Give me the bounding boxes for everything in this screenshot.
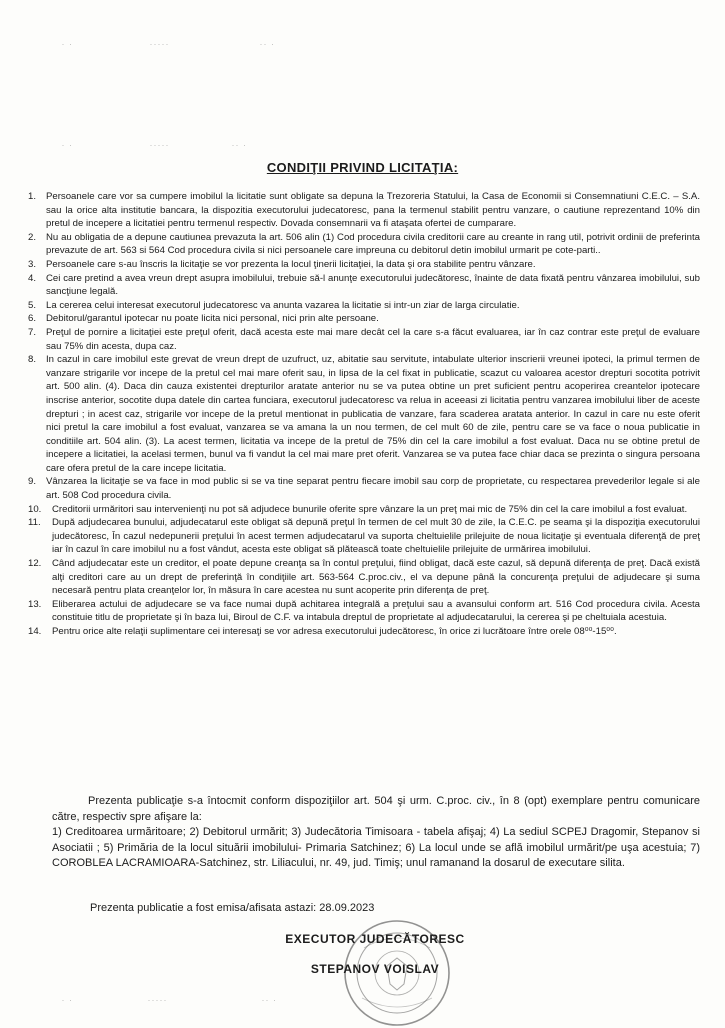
scan-speck: ·· · bbox=[262, 998, 278, 1004]
condition-text: Persoanele care s-au înscris la licitaţie se vor prezenta la locul ţinerii licitaţiei, la data şi ora stabilite pentru vânzare. bbox=[46, 258, 536, 270]
publication-paragraph: Prezenta publicaţie s-a întocmit conform dispoziţiilor art. 504 şi urm. C.proc. civ., în 8 (opt) exemplare pentru comunicare către, respectiv spre afişare la: bbox=[52, 795, 700, 823]
condition-text: Persoanele care vor sa cumpere imobilul la licitatie sunt obligate sa depuna la Trezoreria Statului, la Casa de Economii si Consemnatiuni C.E.C. – S.A. sau la orice alta institutie bancara, la dispozitia executorului judecatoresc, pana la termenul stabilit pentru vanzare, o cautiune reprezentand 10% din pretul de incepere a licitatiei pentru termenul respectiv. Dovada consemnarii va fi ataşata ofertei de cumparare. bbox=[46, 191, 700, 230]
condition-item bbox=[28, 625, 700, 639]
condition-number: 2. bbox=[28, 231, 37, 243]
condition-text: Vânzarea la licitaţie se va face in mod public si se va tine separat pentru fiecare imobil sau corp de proprietate, cu respectarea prevederilor legale si ale art. 508 Cod procedura civila. bbox=[46, 476, 700, 502]
condition-item bbox=[28, 326, 700, 353]
condition-number: 1. bbox=[28, 191, 37, 202]
condition-text: La cererea celui interesat executorul judecatoresc va anunta vazarea la licitatie si intr-un ziar de larga circulatie. bbox=[46, 299, 520, 311]
scan-speck: ·· · bbox=[260, 42, 276, 48]
condition-text: Preţul de pornire a licitaţiei este preţul oferit, dacă acesta este mai mare decât cel la care s-a făcut evaluarea, iar în caz contrar este preţul de evaluare sau 75% din acesta, dupa caz. bbox=[46, 326, 700, 352]
issued-date-line: Prezenta publicatie a fost emisa/afisata astazi: 28.09.2023 bbox=[90, 902, 375, 914]
condition-item bbox=[28, 312, 700, 326]
condition-number: 12. bbox=[28, 558, 42, 570]
condition-text: Debitorul/garantul ipotecar nu poate licita nici personal, nici prin alte persoane. bbox=[46, 313, 379, 325]
scan-speck: · · bbox=[62, 143, 74, 149]
scan-speck: ····· bbox=[148, 998, 168, 1004]
condition-text: Pentru orice alte relaţii suplimentare cei interesaţi se vor adresa executorului judecătoresc, în orice zi lucrătoare între orele 08⁰⁰-15⁰⁰. bbox=[52, 626, 617, 637]
condition-number: 7. bbox=[28, 326, 37, 338]
condition-number: 4. bbox=[28, 272, 37, 284]
condition-number: 11. bbox=[28, 517, 41, 529]
scan-speck: ····· bbox=[150, 42, 170, 48]
condition-item bbox=[28, 598, 700, 625]
condition-text: Nu au obligatia de a depune cautiunea prevazuta la art. 506 alin (1) Cod procedura civila creditorii care au creante in rang util, potrivit ordinii de preferinta prevazute de art. 563 si 564 Cod procedura civila si nici persoanele care impreuna cu debitorul detin imobilul urmarit pe cote-parti.. bbox=[46, 231, 700, 257]
signature-name: STEPANOV VOISLAV bbox=[310, 962, 440, 976]
scan-speck: · · bbox=[62, 998, 74, 1004]
condition-text: In cazul in care imobilul este grevat de vreun drept de uzufruct, uz, abitatie sau servitute, intabulate ulterior inscrierii vreunei ipoteci, la primul termen de vanzare strigarile vor incepe de la pretul cel mai mare oferit sau, in lipsa de la cel fixat in publicatie, scazut cu valoarea acestor drepturi socotita potrivit art. 500 alin. (4). Daca din cauza existentei drepturilor aratate anterior nu se va putea obtine un pret suficient pentru acoperirea creantelor ipotecare inscrise anterior, socotite dupa datele din cartea funciara, executorul judecatoresc va relua in aceeasi zi licitatia pentru vanzarea imobilului liber de aceste drepturi ; in acest caz, strigarile vor incepe de la pretul mentionat in publicatia de vanzare, fara scaderea aratata anterior. In cazul in care nu este oferit nici pretul la care imobilul a fost evaluat, vanzarea se va amana la un nou termen, de cel mult 60 de zile, pentru care se va face o noua publicatie in conditiile art. 504 alin. (3). La acest termen, licitatia va incepe de la pretul de 75% din cel la care imobilul a fost evaluat. Daca nu se obtine pretul de incepere a licitatiei, la acelasi termen, bunul va fi vandut la cel mai mare pret oferit. Vanzarea se va putea face chiar daca se prezinta o singura persoana care ofera pretul de la care incepe licitatia. bbox=[46, 354, 700, 474]
condition-number: 9. bbox=[28, 476, 37, 488]
scan-speck: · · bbox=[62, 42, 74, 48]
scan-speck: ·· · bbox=[232, 143, 248, 149]
condition-item bbox=[28, 272, 700, 299]
condition-number: 6. bbox=[28, 313, 37, 325]
condition-item bbox=[28, 557, 700, 598]
recipients-paragraph: 1) Creditoarea urmăritoare; 2) Debitorul urmărit; 3) Judecătoria Timisoara - tabela afişaj; 4) La sediul SCPEJ Dragomir, Stepanov si Asociatii ; 5) Primăria de la locul situării imobilului- Primaria Satchinez; 6) La locul unde se află imobilul urmărit/pe uşa acestuia; 7) COROBLEA LACRAMIOARA-Satchinez, str. Liliacului, nr. 49, jud. Timiş; unul ramanand la dosarul de executare silita. bbox=[52, 826, 700, 869]
condition-number: 10. bbox=[28, 503, 42, 515]
condition-number: 8. bbox=[28, 354, 37, 366]
publication-block bbox=[52, 794, 700, 872]
condition-item bbox=[28, 516, 700, 557]
condition-item bbox=[28, 190, 700, 231]
condition-item bbox=[28, 231, 700, 258]
condition-number: 3. bbox=[28, 258, 37, 270]
condition-item bbox=[28, 299, 700, 313]
condition-item bbox=[28, 503, 700, 517]
condition-number: 14. bbox=[28, 626, 42, 637]
condition-text: Eliberarea actului de adjudecare se va face numai după achitarea integrală a preţului sau a avansului conform art. 516 Cod procedura civila. Acesta constituie titlu de proprietate şi în baza lui, Biroul de C.F. va intabula dreptul de proprietate al adjudecatarului, la cererea şi pe cheltuiala acestuia. bbox=[52, 598, 700, 624]
condition-text: După adjudecarea bunului, adjudecatarul este obligat să depună preţul în termen de cel mult 30 de zile, la C.E.C. pe seama şi la dispoziţia executorului judecătoresc, În cazul nedepunerii preţului în acest termen adjudecatarul va suporta cheltuielile prilejuite de noua licitaţie şi eventuala diferenţă de preţ iar în cazul în care imobilul nu a fost vândut, acesta este obligat să plătească toate cheltuielile prilejuite de urmărirea imobilului. bbox=[52, 517, 700, 556]
condition-text: Când adjudecatar este un creditor, el poate depune creanţa sa în contul preţului, fiind obligat, dacă este cazul, să depună diferenţa de preţ. Dacă există alţi creditori care au un drept de preferinţă în condiţiile art. 563-564 C.proc.civ., el va depune până la concurenţa preţului de adjudecare şi suma necesară pentru plata creanţelor lor, în măsura în care acestea nu sunt acoperite prin diferenţa de preţ. bbox=[52, 558, 700, 597]
condition-text: Creditorii urmăritori sau intervenienţi nu pot să adjudece bunurile oferite spre vânzare la un preţ mai mic de 75% din cel la care imobilul a fost evaluat. bbox=[52, 503, 688, 515]
condition-number: 13. bbox=[28, 598, 42, 610]
condition-item bbox=[28, 353, 700, 475]
condition-item bbox=[28, 258, 700, 272]
condition-item bbox=[28, 475, 700, 502]
scan-speck: ····· bbox=[150, 143, 170, 149]
condition-number: 5. bbox=[28, 299, 37, 311]
document-title: CONDIŢII PRIVIND LICITAŢIA: bbox=[266, 160, 459, 175]
condition-text: Cei care pretind a avea vreun drept asupra imobilului, trebuie să-l anunţe executorului judecătoresc, înainte de data fixată pentru vânzarea imobilului, sub sancţiune legală. bbox=[46, 272, 700, 298]
conditions-list bbox=[28, 190, 700, 639]
signature-title: EXECUTOR JUDECĂTORESC bbox=[285, 932, 465, 946]
